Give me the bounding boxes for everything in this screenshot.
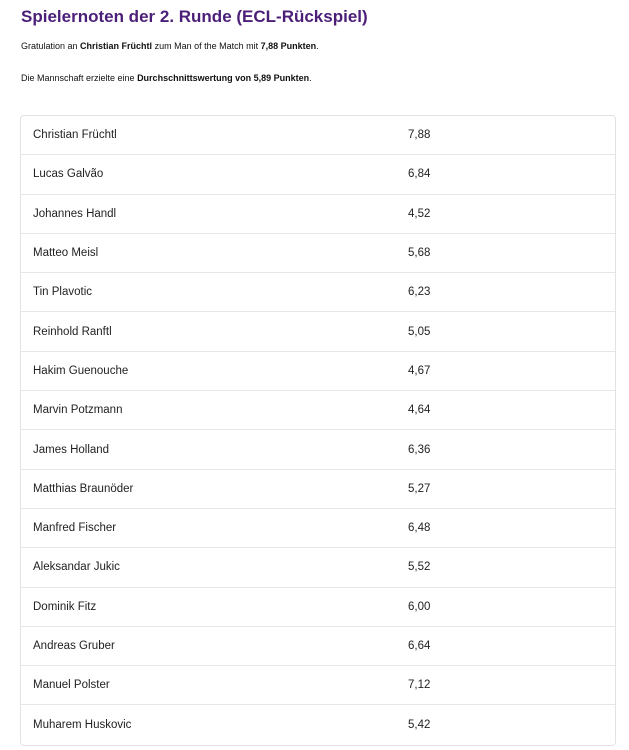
player-score: 6,36 [408,443,431,456]
player-name: Andreas Gruber [33,640,115,652]
ratings-table [20,115,616,746]
player-name: Johannes Handl [33,207,117,220]
player-score: 7,12 [408,679,431,692]
table-row [21,273,615,312]
player-name: Matthias Braunöder [33,482,134,495]
table-row [21,312,615,351]
table-row [21,705,615,744]
player-score: 7,88 [408,129,431,142]
table-row [21,352,615,391]
team-average-highlight: Durchschnittswertung von 5,89 Punkten [137,73,310,83]
player-name: Manfred Fischer [33,522,117,535]
player-score: 4,52 [408,207,431,220]
player-name: Christian Früchtl [33,129,117,142]
player-score: 6,64 [408,640,431,652]
table-row [21,430,615,469]
man-of-the-match-text [21,40,319,52]
intro-2-suffix: . [309,73,312,83]
intro-1-suffix: . [316,41,319,51]
page-title: Spielernoten der 2. Runde (ECL-Rückspiel) [21,7,368,26]
player-name: Muharem Huskovic [33,719,132,732]
table-row [21,666,615,705]
player-name: Lucas Galvão [33,168,104,181]
player-name: Marvin Potzmann [33,404,123,417]
player-name: Manuel Polster [33,679,110,692]
player-score: 6,84 [408,168,431,181]
table-row [21,155,615,194]
table-row [21,195,615,234]
man-of-the-match-points: 7,88 Punkten [260,41,317,51]
table-row [21,588,615,627]
player-score: 5,52 [408,561,431,574]
table-row [21,234,615,273]
player-score: 6,23 [408,286,431,299]
table-row [21,470,615,509]
player-score: 6,48 [408,522,431,535]
player-score: 5,42 [408,719,431,732]
table-row [21,116,615,155]
table-row [21,391,615,430]
player-name: Tin Plavotic [33,286,93,299]
player-name: Aleksandar Jukic [33,561,120,574]
table-row [21,548,615,587]
player-name: Reinhold Ranftl [33,325,112,338]
player-score: 5,27 [408,482,431,495]
player-score: 6,00 [408,600,431,613]
player-name: James Holland [33,443,110,456]
player-score: 4,64 [408,404,431,417]
team-average-text [21,72,312,84]
player-score: 5,68 [408,247,431,260]
player-name: Hakim Guenouche [33,364,129,377]
intro-2-prefix: Die Mannschaft erzielte eine [21,73,138,83]
intro-1-middle: zum Man of the Match mit [152,41,261,51]
man-of-the-match-player: Christian Früchtl [80,41,153,51]
player-name: Dominik Fitz [33,600,97,613]
player-score: 5,05 [408,325,431,338]
player-score: 4,67 [408,364,431,377]
intro-1-prefix: Gratulation an [21,41,81,51]
player-name: Matteo Meisl [33,247,99,260]
table-row [21,509,615,548]
table-row [21,627,615,666]
